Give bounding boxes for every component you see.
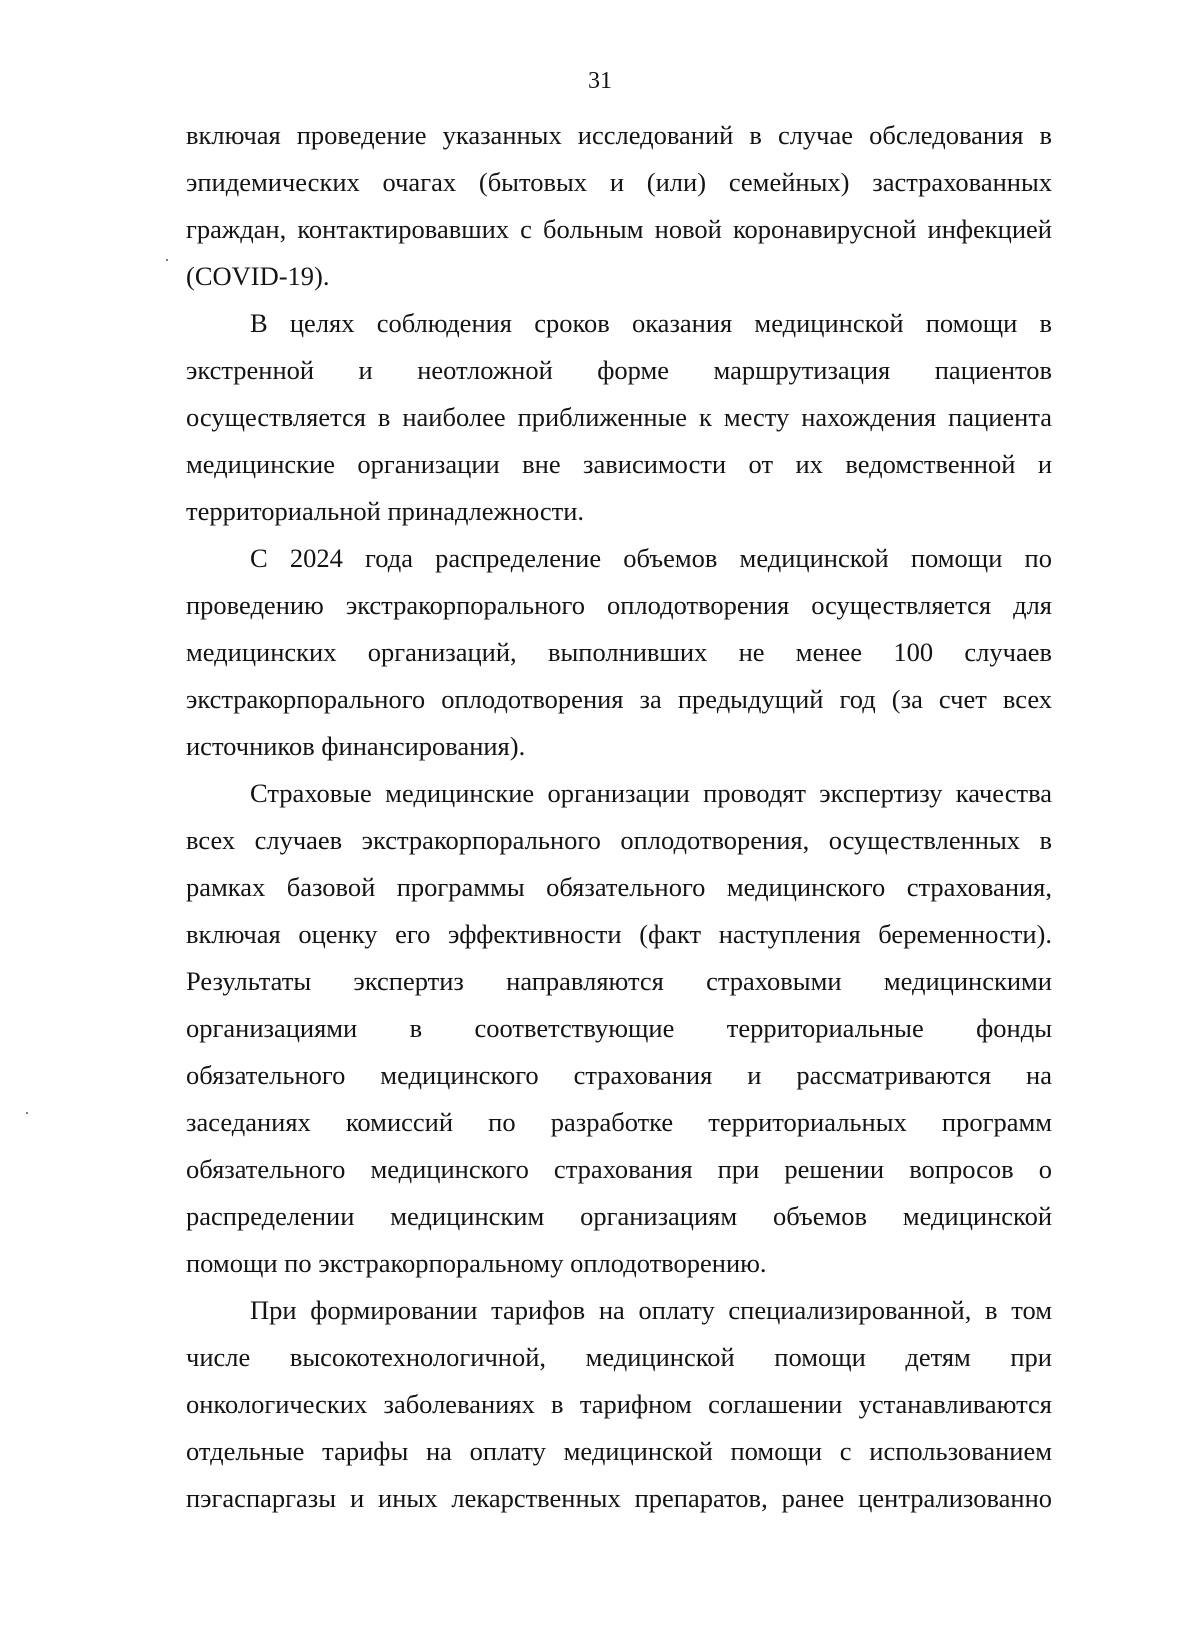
text-line: эпидемических очагах (бытовых и (или) семейных) застрахованных (186, 167, 1052, 197)
text-line: проведению экстракорпорального оплодотворения осуществляется для (186, 590, 1052, 620)
text-line: заседаниях комиссий по разработке территориальных программ (186, 1107, 1052, 1137)
text-line: территориальной принадлежности. (186, 496, 585, 526)
text-line: экстренной и неотложной форме маршрутизация пациентов (186, 355, 1052, 385)
text-line: медицинские организации вне зависимости от их ведомственной и (186, 449, 1052, 479)
text-line: помощи по экстракорпоральному оплодотворению. (186, 1248, 767, 1278)
page-number: 31 (588, 68, 612, 94)
text-line: медицинских организаций, выполнивших не менее 100 случаев (186, 637, 1052, 667)
text-line: распределении медицинским организациям объемов медицинской (186, 1201, 1052, 1231)
text-line: онкологических заболеваниях в тарифном соглашении устанавливаются (186, 1389, 1052, 1419)
text-line: организациями в соответствующие территориальные фонды (186, 1013, 1052, 1043)
text-line: осуществляется в наиболее приближенные к месту нахождения пациента (186, 402, 1052, 432)
text-line: Страховые медицинские организации проводят экспертизу качества (250, 778, 1052, 808)
text-line: обязательного медицинского страхования при решении вопросов о (186, 1154, 1052, 1184)
text-line: пэгаспаргазы и иных лекарственных препаратов, ранее централизованно (186, 1483, 1052, 1513)
paragraph (186, 1287, 1052, 1522)
text-line: числе высокотехнологичной, медицинской помощи детям при (186, 1342, 1052, 1372)
scan-speck (166, 259, 168, 261)
text-line: рамках базовой программы обязательного медицинского страхования, (186, 872, 1052, 902)
text-line: обязательного медицинского страхования и рассматриваются на (186, 1060, 1052, 1090)
text-line: Результаты экспертиз направляются страховыми медицинскими (186, 966, 1052, 996)
text-line: отдельные тарифы на оплату медицинской помощи с использованием (186, 1436, 1052, 1466)
text-line: включая оценку его эффективности (факт наступления беременности). (186, 919, 1052, 949)
document-body (186, 112, 1052, 1522)
scan-speck (26, 1112, 28, 1114)
text-line: источников финансирования). (186, 731, 526, 761)
paragraph (186, 112, 1052, 300)
text-line: При формировании тарифов на оплату специализированной, в том (250, 1295, 1052, 1325)
paragraph (186, 535, 1052, 770)
text-line: В целях соблюдения сроков оказания медицинской помощи в (250, 308, 1052, 338)
text-line: экстракорпорального оплодотворения за предыдущий год (за счет всех (186, 684, 1052, 714)
paragraph (186, 300, 1052, 535)
text-line: всех случаев экстракорпорального оплодотворения, осуществленных в (186, 825, 1052, 855)
paragraph (186, 770, 1052, 1287)
text-line: (COVID-19). (186, 261, 330, 291)
text-line: С 2024 года распределение объемов медицинской помощи по (250, 543, 1052, 573)
text-line: включая проведение указанных исследований в случае обследования в (186, 120, 1052, 150)
text-line: граждан, контактировавших с больным новой коронавирусной инфекцией (186, 214, 1052, 244)
